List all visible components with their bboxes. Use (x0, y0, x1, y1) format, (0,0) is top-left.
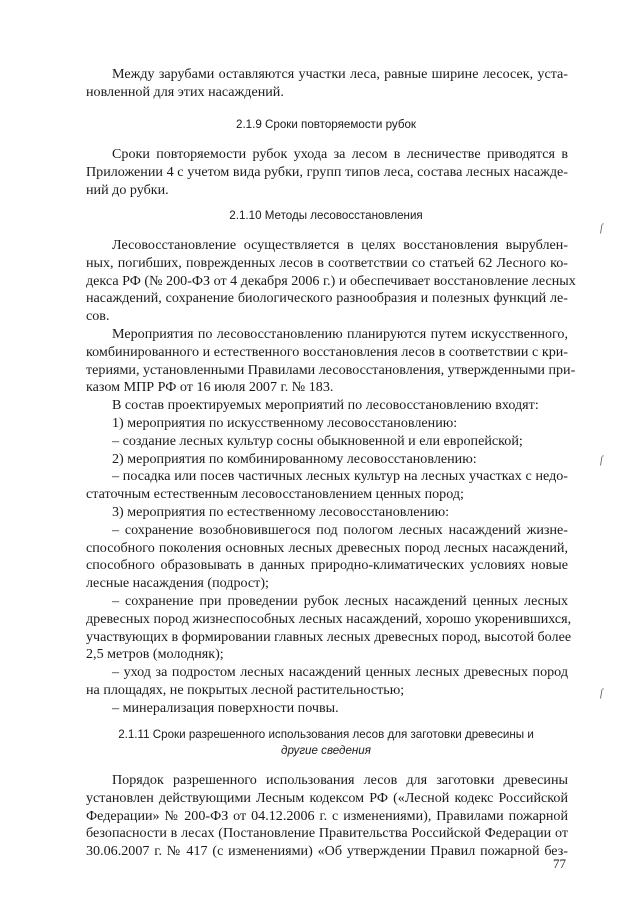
list-subitem: – минерализация поверхности почвы. (112, 699, 339, 716)
heading-line: другие сведения (281, 744, 371, 757)
list-subitem: – уход за подростом лесных насаждений ценных лесных древесных пород (112, 664, 568, 681)
text-line: новленной для этих насаждений. (86, 83, 284, 100)
text-line: насаждений, сохранение биологического разнообразия и полезных функций ле- (86, 290, 568, 307)
section-heading-2-1-9: 2.1.9 Сроки повторяемости рубок (236, 118, 416, 131)
text-line: Порядок разрешенного использования лесов для заготовки древесины (112, 772, 568, 788)
margin-mark: ſ (600, 223, 603, 234)
page-number: 77 (553, 856, 566, 871)
list-subitem: 2,5 метров (молодняк); (86, 646, 224, 663)
text-line: Лесовосстановление осуществляется в целях восстановления вырублен- (112, 237, 568, 253)
paragraph-2-1-9 (86, 146, 568, 199)
list-subitem: способного поколения основных лесных древесных пород лесных насаждений, (86, 539, 568, 556)
list-subitem: – сохранение при проведении рубок лесных насаждений ценных лесных (112, 592, 568, 609)
text-line: ных, погибших, поврежденных лесов в соответствии со статьей 62 Лесного ко- (86, 254, 568, 271)
list-item: 2) мероприятия по комбинированному лесовосстановлению: (112, 450, 477, 467)
text-line: Федерации» № 200-ФЗ от 04.12.2006 г. с изменениями), Правилами пожарной (86, 807, 568, 824)
margin-mark: ſ (600, 688, 603, 699)
list-intro: В состав проектируемых мероприятий по лесовосстановлению входят: (112, 397, 539, 414)
text-line: Между зарубами оставляются участки леса, равные ширине лесосек, уста- (112, 66, 568, 82)
text-line: ний до рубки. (86, 181, 169, 198)
list-subitem: на площадях, не покрытых лесной растительностью; (86, 681, 405, 698)
section-body-2-1-10 (86, 237, 576, 718)
list-subitem: лесные насаждения (подрост); (86, 575, 269, 592)
list-subitem: древесных пород жизнеспособных лесных насаждений, хорошо укоренившихся, (86, 610, 572, 627)
heading-line: 2.1.11 Сроки разрешенного использования лесов для заготовки древесины и (118, 728, 534, 741)
margin-mark: ſ (600, 455, 603, 466)
list-subitem: – создание лесных культур сосны обыкновенной и ели европейской; (112, 432, 523, 449)
paragraph-2-1-11 (86, 772, 568, 861)
list-item: 1) мероприятия по искусственному лесовосстановлению: (112, 414, 458, 431)
text-line: 30.06.2007 г. № 417 (с изменениями) «Об утверждении Правил пожарной без- (86, 843, 568, 860)
section-heading-2-1-11 (60, 727, 592, 759)
list-subitem: – сохранение возобновившегося под пологом лесных насаждений жизне- (112, 521, 568, 538)
text-line: установлен действующими Лесным кодексом РФ («Лесной кодекс Российской (86, 789, 568, 806)
list-subitem: – посадка или посев частичных лесных культур на лесных участках с недо- (112, 468, 568, 485)
list-subitem: участвующих в формировании главных лесных древесных пород, высотой более (86, 628, 572, 645)
text-line: сов. (86, 308, 110, 325)
text-line: комбинированного и естественного восстановления лесов в соответствии с кри- (86, 343, 568, 360)
paragraph-intro (86, 66, 568, 102)
section-heading-2-1-10: 2.1.10 Методы лесовосстановления (229, 209, 423, 222)
text-line: Мероприятия по лесовосстановлению планируются путем искусственного, (112, 325, 568, 342)
text-line: безопасности в лесах (Постановление Правительства Российской Федерации от (86, 825, 568, 842)
text-line: Приложении 4 с учетом вида рубки, групп типов леса, состава лесных насажде- (86, 163, 568, 180)
text-line: декса РФ (№ 200-ФЗ от 4 декабря 2006 г.) и обеспечивает восстановление лесных (86, 272, 576, 289)
list-subitem: способного образовывать в данных природно-климатических условиях новые (86, 557, 568, 574)
text-line: териями, установленными Правилами лесовосстановления, утвержденными при- (86, 361, 576, 378)
list-subitem: статочным естественным лесовосстановлением ценных пород; (86, 486, 464, 503)
text-line: казом МПР РФ от 16 июля 2007 г. № 183. (86, 379, 334, 396)
text-line: Сроки повторяемости рубок ухода за лесом в лесничестве приводятся в (112, 146, 568, 162)
list-item: 3) мероприятия по естественному лесовосстановлению: (112, 503, 450, 520)
